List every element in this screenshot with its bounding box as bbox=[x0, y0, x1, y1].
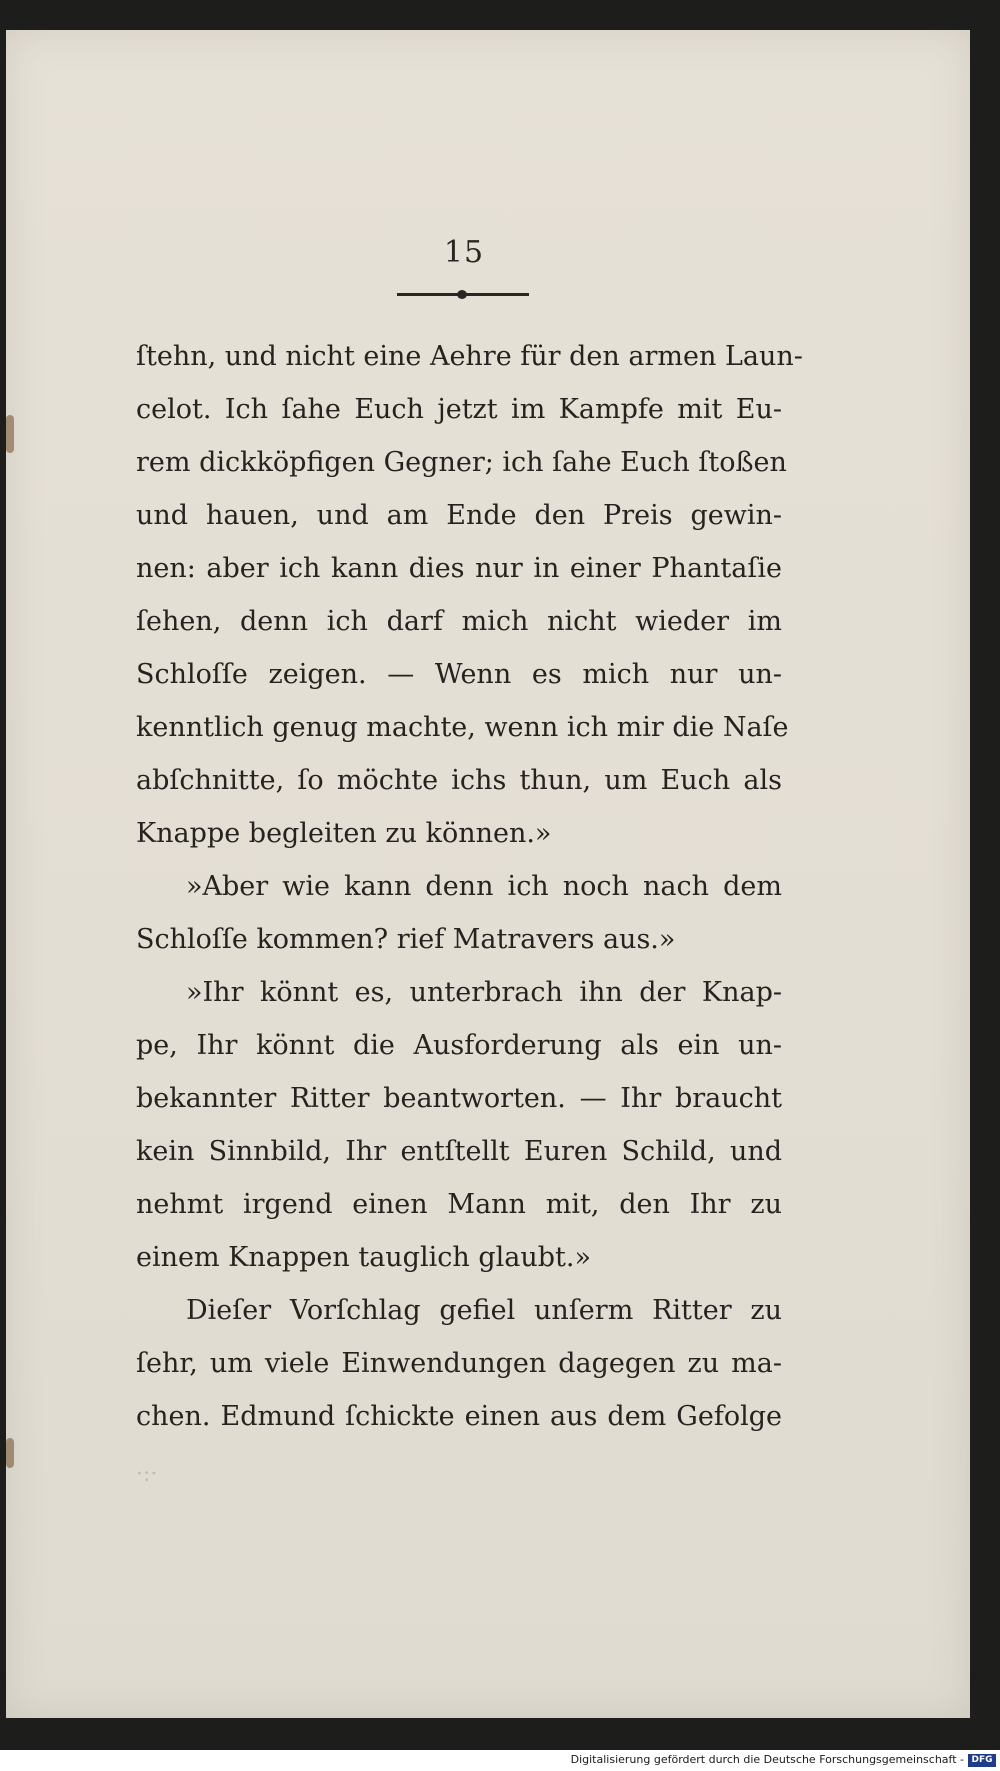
page-number-rule bbox=[397, 293, 529, 296]
text-line: ſehr, um viele Einwendungen dagegen zu ma- bbox=[136, 1348, 782, 1379]
text-line: kenntlich genug machte, wenn ich mir die Naſe bbox=[136, 712, 789, 743]
text-line: bekannter Ritter beantworten. — Ihr braucht bbox=[136, 1083, 782, 1114]
text-line: und hauen, und am Ende den Preis gewin- bbox=[136, 500, 782, 531]
text-line: Schloſſe zeigen. — Wenn es mich nur un- bbox=[136, 659, 782, 690]
page-number: 15 bbox=[443, 235, 485, 270]
text-line: ſehen, denn ich darf mich nicht wieder im bbox=[136, 606, 782, 637]
text-line: ſtehn, und nicht eine Aehre für den armen Laun- bbox=[136, 341, 803, 372]
faint-bleed-through-mark: ·:· bbox=[136, 1462, 158, 1487]
book-page bbox=[6, 30, 970, 1718]
page-edge-stain bbox=[6, 415, 14, 453]
dfg-logo: DFG bbox=[968, 1754, 996, 1767]
text-line: einem Knappen tauglich glaubt.» bbox=[136, 1242, 591, 1273]
digitization-credit: Digitalisierung gefördert durch die Deutsche Forschungsgemeinschaft - bbox=[570, 1753, 964, 1766]
text-line: nen: aber ich kann dies nur in einer Phantaſie bbox=[136, 553, 782, 584]
page-edge-stain bbox=[6, 1438, 14, 1468]
text-line: abſchnitte, ſo möchte ichs thun, um Euch als bbox=[136, 765, 782, 796]
text-line: celot. Ich ſahe Euch jetzt im Kampfe mit Eu- bbox=[136, 394, 782, 425]
body-text bbox=[136, 330, 803, 1443]
text-line: chen. Edmund ſchickte einen aus dem Gefolge bbox=[136, 1401, 782, 1432]
text-line: rem dickköpfigen Gegner; ich ſahe Euch ſtoßen bbox=[136, 447, 787, 478]
text-line: Knappe begleiten zu können.» bbox=[136, 818, 552, 849]
text-line: nehmt irgend einen Mann mit, den Ihr zu bbox=[136, 1189, 782, 1220]
text-line: »Ihr könnt es, unterbrach ihn der Knap- bbox=[186, 977, 782, 1008]
text-line: Schloſſe kommen? rief Matravers aus.» bbox=[136, 924, 676, 955]
text-line: kein Sinnbild, Ihr entſtellt Euren Schild, und bbox=[136, 1136, 782, 1167]
text-line: Dieſer Vorſchlag gefiel unſerm Ritter zu bbox=[186, 1295, 782, 1326]
text-line: »Aber wie kann denn ich noch nach dem bbox=[186, 871, 782, 902]
text-line: pe, Ihr könnt die Ausforderung als ein un- bbox=[136, 1030, 782, 1061]
